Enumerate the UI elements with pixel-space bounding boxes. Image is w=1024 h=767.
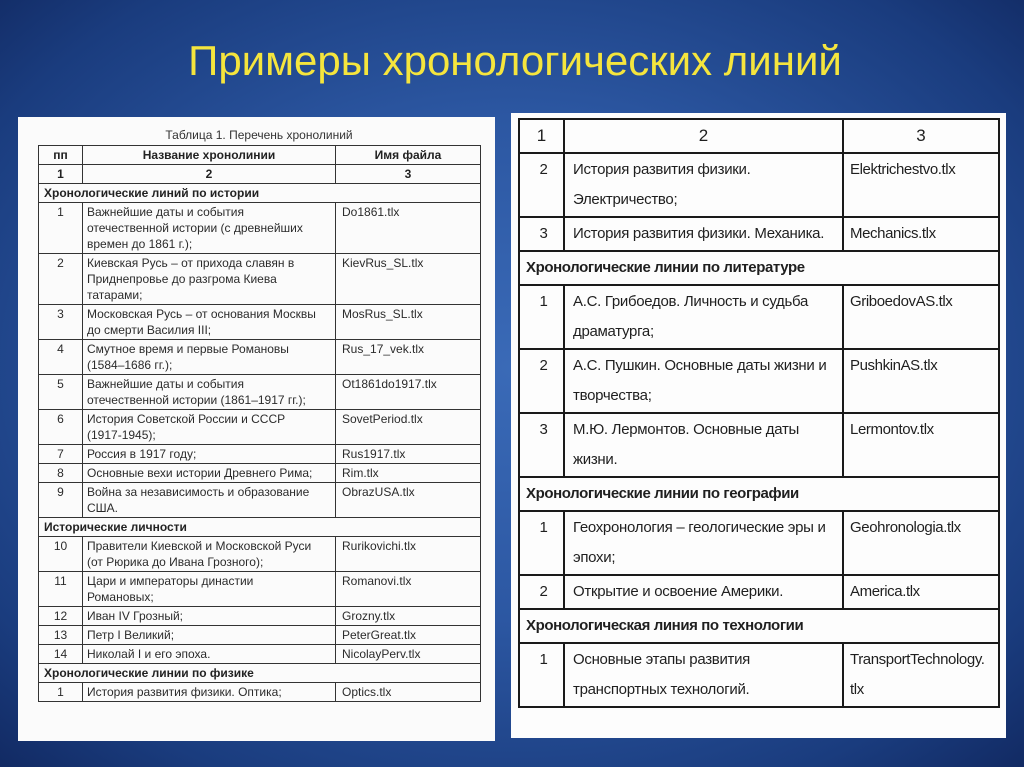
- timeline-name: Цари и императоры династии Романовых;: [83, 572, 336, 607]
- column-number: 1: [519, 119, 564, 153]
- timeline-name: Московская Русь – от основания Москвы до смерти Василия III;: [83, 305, 336, 340]
- table-row: [39, 445, 481, 464]
- file-name: SovetPeriod.tlx: [336, 410, 481, 445]
- table-row: [39, 340, 481, 375]
- table-row: [39, 607, 481, 626]
- row-number: 1: [39, 683, 83, 702]
- file-name: Rus1917.tlx: [336, 445, 481, 464]
- timeline-name: Открытие и освоение Америки.: [564, 575, 843, 609]
- timeline-name: Киевская Русь – от прихода славян в Приднепровье до разгрома Киева татарами;: [83, 254, 336, 305]
- section-row: [39, 664, 481, 683]
- column-number: 2: [564, 119, 843, 153]
- table-row: [39, 572, 481, 607]
- row-number: 9: [39, 483, 83, 518]
- row-number: 5: [39, 375, 83, 410]
- timeline-name: История развития физики. Оптика;: [83, 683, 336, 702]
- column-numbers-row: [39, 165, 481, 184]
- table-row: [519, 511, 999, 575]
- column-header-number: пп: [39, 146, 83, 165]
- section-title: Хронологическая линия по технологии: [519, 609, 999, 643]
- file-name: PeterGreat.tlx: [336, 626, 481, 645]
- column-header-name: Название хронолинии: [83, 146, 336, 165]
- slide-title: Примеры хронологических линий: [188, 37, 842, 84]
- file-name: Do1861.tlx: [336, 203, 481, 254]
- timeline-name: Николай I и его эпоха.: [83, 645, 336, 664]
- table-row: [39, 203, 481, 254]
- table-row: [519, 153, 999, 217]
- column-header-file: Имя файла: [336, 146, 481, 165]
- row-number: 13: [39, 626, 83, 645]
- section-row: [519, 251, 999, 285]
- timeline-name: Основные вехи истории Древнего Рима;: [83, 464, 336, 483]
- table-row: [519, 643, 999, 707]
- timeline-name: Война за независимость и образование США.: [83, 483, 336, 518]
- column-number: 2: [83, 165, 336, 184]
- table-row: [519, 217, 999, 251]
- row-number: 2: [519, 153, 564, 217]
- row-number: 7: [39, 445, 83, 464]
- timeline-name: Россия в 1917 году;: [83, 445, 336, 464]
- file-name: Elektrichestvo.tlx: [843, 153, 999, 217]
- timeline-name: История Советской России и СССР (1917-1945);: [83, 410, 336, 445]
- timeline-name: А.С. Грибоедов. Личность и судьба драматурга;: [564, 285, 843, 349]
- row-number: 1: [519, 511, 564, 575]
- row-number: 3: [519, 413, 564, 477]
- table-row: [519, 413, 999, 477]
- section-row: [39, 518, 481, 537]
- file-name: GriboedovAS.tlx: [843, 285, 999, 349]
- table-row: [39, 483, 481, 518]
- row-number: 1: [519, 643, 564, 707]
- table-row: [39, 626, 481, 645]
- table-row: [39, 410, 481, 445]
- column-number: 1: [39, 165, 83, 184]
- table-row: [39, 645, 481, 664]
- file-name: ObrazUSA.tlx: [336, 483, 481, 518]
- column-number: 3: [843, 119, 999, 153]
- file-name: Grozny.tlx: [336, 607, 481, 626]
- row-number: 10: [39, 537, 83, 572]
- file-name: KievRus_SL.tlx: [336, 254, 481, 305]
- timeline-name: Смутное время и первые Романовы (1584–1686 гг.);: [83, 340, 336, 375]
- file-name: America.tlx: [843, 575, 999, 609]
- row-number: 14: [39, 645, 83, 664]
- row-number: 12: [39, 607, 83, 626]
- section-title: Хронологические линии по физике: [39, 664, 481, 683]
- row-number: 2: [519, 575, 564, 609]
- table-row: [39, 464, 481, 483]
- timeline-name: Важнейшие даты и события отечественной истории (с древнейших времен до 1861 г.);: [83, 203, 336, 254]
- row-number: 2: [39, 254, 83, 305]
- column-number: 3: [336, 165, 481, 184]
- timeline-name: Петр I Великий;: [83, 626, 336, 645]
- file-name: PushkinAS.tlx: [843, 349, 999, 413]
- timelines-table-right: [518, 118, 1000, 708]
- file-name: Ot1861do1917.tlx: [336, 375, 481, 410]
- file-name: Optics.tlx: [336, 683, 481, 702]
- table-header-row: [39, 146, 481, 165]
- section-title: Хронологические линии по географии: [519, 477, 999, 511]
- left-table-panel: [18, 117, 495, 741]
- file-name: Rus_17_vek.tlx: [336, 340, 481, 375]
- row-number: 11: [39, 572, 83, 607]
- section-row: [519, 609, 999, 643]
- table-row: [519, 349, 999, 413]
- table-row: [519, 285, 999, 349]
- row-number: 8: [39, 464, 83, 483]
- table-row: [519, 575, 999, 609]
- section-title: Хронологические линий по истории: [39, 184, 481, 203]
- timeline-name: Важнейшие даты и события отечественной истории (1861–1917 гг.);: [83, 375, 336, 410]
- file-name: Lermontov.tlx: [843, 413, 999, 477]
- timelines-table-left: [38, 145, 481, 702]
- timeline-name: М.Ю. Лермонтов. Основные даты жизни.: [564, 413, 843, 477]
- row-number: 3: [39, 305, 83, 340]
- timeline-name: А.С. Пушкин. Основные даты жизни и творчества;: [564, 349, 843, 413]
- file-name: Mechanics.tlx: [843, 217, 999, 251]
- row-number: 4: [39, 340, 83, 375]
- table-row: [39, 375, 481, 410]
- column-numbers-row: [519, 119, 999, 153]
- timeline-name: Основные этапы развития транспортных технологий.: [564, 643, 843, 707]
- timeline-name: Геохронология – геологические эры и эпохи;: [564, 511, 843, 575]
- section-row: [39, 184, 481, 203]
- table-caption: Таблица 1. Перечень хронолиний: [165, 128, 353, 142]
- table-row: [39, 537, 481, 572]
- file-name: Rurikovichi.tlx: [336, 537, 481, 572]
- row-number: 3: [519, 217, 564, 251]
- row-number: 2: [519, 349, 564, 413]
- table-row: [39, 683, 481, 702]
- file-name: NicolayPerv.tlx: [336, 645, 481, 664]
- file-name: MosRus_SL.tlx: [336, 305, 481, 340]
- row-number: 6: [39, 410, 83, 445]
- file-name: Geohronologia.tlx: [843, 511, 999, 575]
- timeline-name: Правители Киевской и Московской Руси (от Рюрика до Ивана Грозного);: [83, 537, 336, 572]
- file-name: TransportTechnology. tlx: [843, 643, 999, 707]
- section-title: Исторические личности: [39, 518, 481, 537]
- section-row: [519, 477, 999, 511]
- row-number: 1: [519, 285, 564, 349]
- timeline-name: История развития физики. Электричество;: [564, 153, 843, 217]
- right-table-panel: [511, 113, 1006, 738]
- section-title: Хронологические линии по литературе: [519, 251, 999, 285]
- table-row: [39, 254, 481, 305]
- table-row: [39, 305, 481, 340]
- row-number: 1: [39, 203, 83, 254]
- timeline-name: Иван IV Грозный;: [83, 607, 336, 626]
- timeline-name: История развития физики. Механика.: [564, 217, 843, 251]
- file-name: Romanovi.tlx: [336, 572, 481, 607]
- file-name: Rim.tlx: [336, 464, 481, 483]
